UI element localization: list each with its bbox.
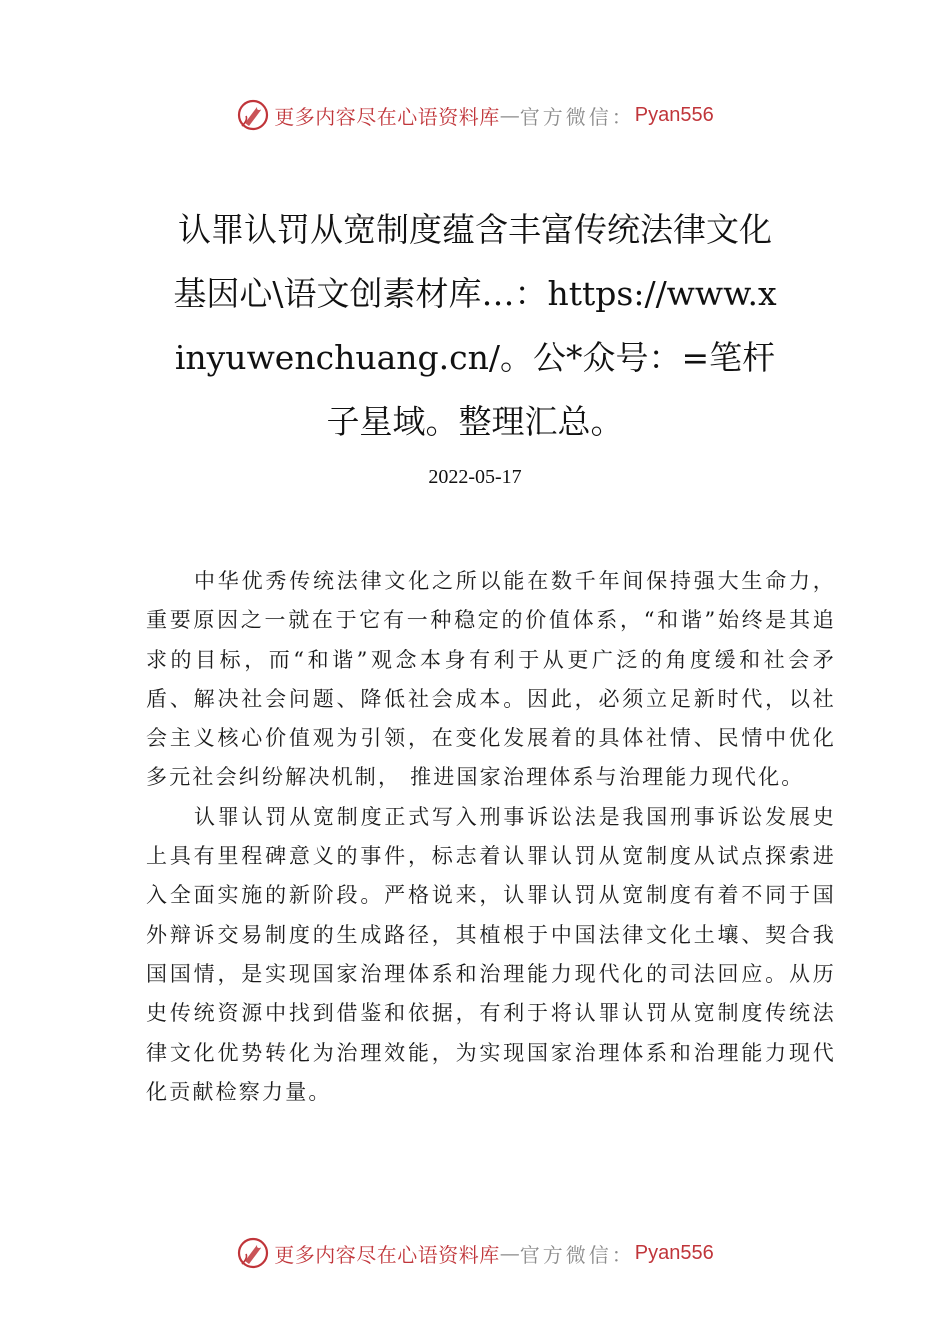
banner-separator: — bbox=[499, 103, 520, 127]
paragraph: 中华优秀传统法律文化之所以能在数千年间保持强大生命力，重要原因之一就在于它有一种稳定的价值体系，“和谐”始终是其追求的目标，而“和谐”观念本身有利于从更广泛的角度缓和社会矛盾、解决社会问题、降低社会成本。因此，必须立足新时代，以社会主义核心价值观为引领，在变化发展着的具体社情、民情中优化多元社会纠纷解决机制， 推进国家治理体系与治理能力现代化。 bbox=[146, 569, 836, 790]
banner-wechat-id: Pyan556 bbox=[634, 103, 714, 126]
document-date: 2022-05-17 bbox=[428, 466, 522, 488]
document-title: 认罪认罚从宽制度蕴含丰富传统法律文化基因心\语文创素材库…：https://www.xinyuwenchuang.cn/。公*众号：=笔杆子星域。整理汇总。 bbox=[173, 210, 777, 441]
banner-wechat-label: 官方微信： bbox=[519, 104, 635, 129]
banner-wechat-label: 官方微信： bbox=[519, 1242, 635, 1267]
banner-separator: — bbox=[499, 1241, 520, 1265]
footer-banner bbox=[0, 1233, 950, 1273]
banner-slogan: 更多内容尽在心语资料库 bbox=[274, 1242, 500, 1267]
document-body bbox=[146, 562, 836, 1112]
paragraph: 认罪认罚从宽制度正式写入刑事诉讼法是我国刑事诉讼发展史上具有里程碑意义的事件，标志着认罪认罚从宽制度从试点探索进入全面实施的新阶段。严格说来，认罪认罚从宽制度有着不同于国外辩诉交易制度的生成路径，其植根于中国法律文化土壤、契合我国国情，是实现国家治理体系和治理能力现代化的司法回应。从历史传统资源中找到借鉴和依据，有利于将认罪认罚从宽制度传统法律文化优势转化为治理效能，为实现国家治理体系和治理能力现代化贡献检察力量。 bbox=[146, 804, 836, 1104]
banner-slogan: 更多内容尽在心语资料库 bbox=[274, 104, 500, 129]
banner-wechat-id: Pyan556 bbox=[634, 1241, 714, 1264]
pen-circle-logo-icon bbox=[236, 1236, 270, 1270]
pen-circle-logo-icon bbox=[236, 98, 270, 132]
header-banner bbox=[0, 95, 950, 135]
